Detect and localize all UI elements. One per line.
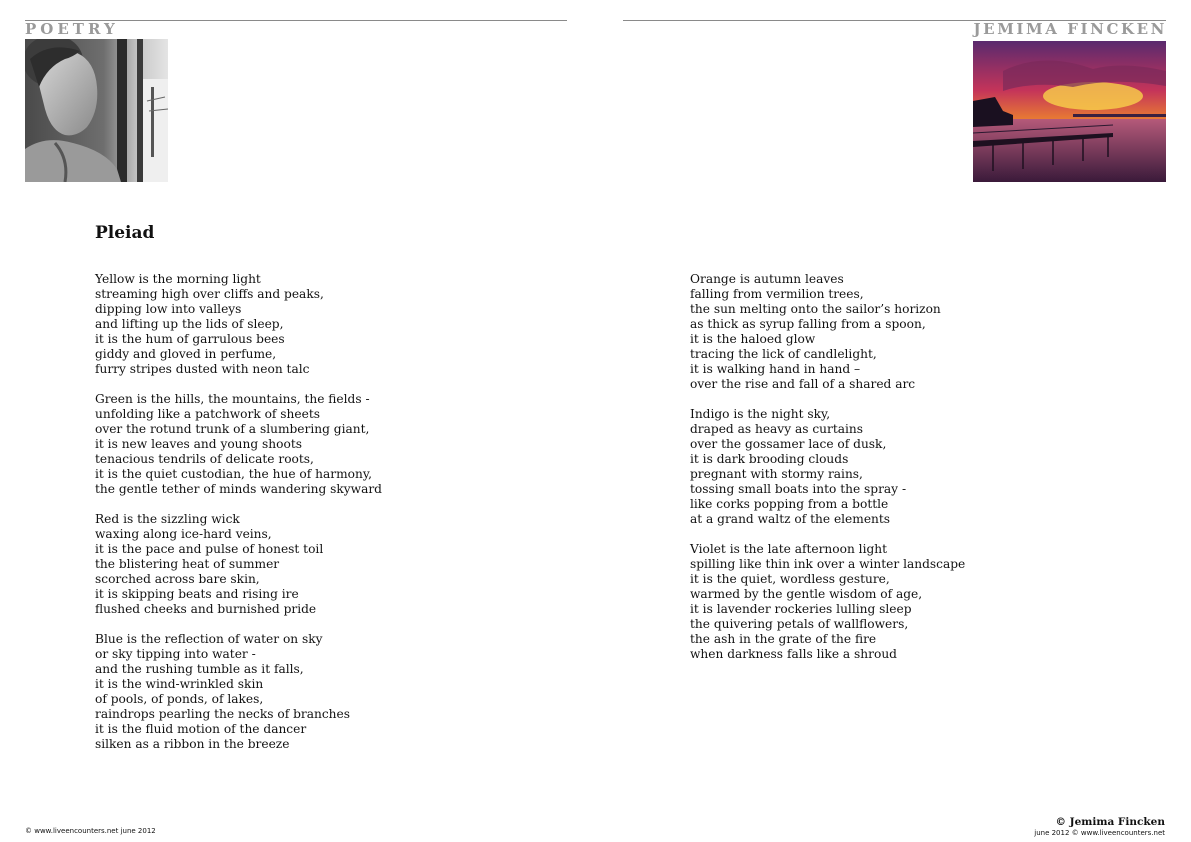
poem-line: streaming high over cliffs and peaks, <box>95 287 324 301</box>
footer-copyright: © Jemima Fincken <box>1055 816 1165 828</box>
footer-right-text: june 2012 © www.liveencounters.net <box>1034 829 1165 837</box>
poem-line: like corks popping from a bottle <box>690 497 889 511</box>
poem-line: and the rushing tumble as it falls, <box>95 662 304 676</box>
poem-stanza <box>690 272 1110 392</box>
footer-left-text: © www.liveencounters.net june 2012 <box>25 827 156 835</box>
poem-line: Blue is the reflection of water on sky <box>95 632 323 646</box>
poem-line: dipping low into valleys <box>95 302 242 316</box>
poem-line: as thick as syrup falling from a spoon, <box>690 317 926 331</box>
poem-right-column <box>690 272 1110 677</box>
poem-stanza <box>95 392 535 497</box>
poem-line: the blistering heat of summer <box>95 557 280 571</box>
poem-line: over the rotund trunk of a slumbering giant, <box>95 422 370 436</box>
poem-stanza <box>690 407 1110 527</box>
poem-line: the ash in the grate of the fire <box>690 632 877 646</box>
poem-line: it is walking hand in hand – <box>690 362 861 376</box>
poem-line: and lifting up the lids of sleep, <box>95 317 284 331</box>
poem-line: or sky tipping into water - <box>95 647 256 661</box>
poem-line: tracing the lick of candlelight, <box>690 347 877 361</box>
poem-line: of pools, of ponds, of lakes, <box>95 692 264 706</box>
poem-line: it is lavender rockeries lulling sleep <box>690 602 912 616</box>
poem-line: Yellow is the morning light <box>95 272 261 286</box>
woman-at-window-photo <box>25 39 168 182</box>
poem-line: Red is the sizzling wick <box>95 512 240 526</box>
poem-line: scorched across bare skin, <box>95 572 260 586</box>
poem-line: unfolding like a patchwork of sheets <box>95 407 320 421</box>
poem-line: tenacious tendrils of delicate roots, <box>95 452 314 466</box>
poem-line: waxing along ice-hard veins, <box>95 527 272 541</box>
poem-stanza <box>690 542 1110 662</box>
poem-stanza <box>95 632 535 752</box>
poem-title: Pleiad <box>95 223 155 243</box>
poem-line: it is skipping beats and rising ire <box>95 587 299 601</box>
section-label: POETRY <box>25 20 119 38</box>
poem-line: spilling like thin ink over a winter landscape <box>690 557 966 571</box>
poem-line: it is the quiet, wordless gesture, <box>690 572 890 586</box>
poem-line: Indigo is the night sky, <box>690 407 831 421</box>
poem-line: it is dark brooding clouds <box>690 452 849 466</box>
poem-left-column <box>95 272 535 767</box>
poem-line: when darkness falls like a shroud <box>690 647 897 661</box>
poem-line: it is the quiet custodian, the hue of harmony, <box>95 467 372 481</box>
poem-line: at a grand waltz of the elements <box>690 512 891 526</box>
poem-line: draped as heavy as curtains <box>690 422 864 436</box>
poem-stanza <box>95 272 535 377</box>
poem-line: warmed by the gentle wisdom of age, <box>690 587 923 601</box>
poem-line: raindrops pearling the necks of branches <box>95 707 351 721</box>
poem-line: Violet is the late afternoon light <box>690 542 888 556</box>
poem-line: it is the hum of garrulous bees <box>95 332 285 346</box>
poem-line: it is the haloed glow <box>690 332 816 346</box>
poem-line: over the rise and fall of a shared arc <box>690 377 916 391</box>
poem-line: giddy and gloved in perfume, <box>95 347 277 361</box>
poem-line: Orange is autumn leaves <box>690 272 844 286</box>
poem-line: the sun melting onto the sailor’s horizon <box>690 302 941 316</box>
poem-line: it is new leaves and young shoots <box>95 437 302 451</box>
poem-line: tossing small boats into the spray - <box>690 482 907 496</box>
poem-line: falling from vermilion trees, <box>690 287 864 301</box>
poem-line: it is the fluid motion of the dancer <box>95 722 307 736</box>
author-label: JEMIMA FINCKEN <box>973 20 1167 38</box>
poem-line: furry stripes dusted with neon talc <box>95 362 310 376</box>
poem-line: silken as a ribbon in the breeze <box>95 737 290 751</box>
poem-line: the quivering petals of wallflowers, <box>690 617 909 631</box>
poem-line: pregnant with stormy rains, <box>690 467 863 481</box>
poem-line: flushed cheeks and burnished pride <box>95 602 317 616</box>
poem-line: the gentle tether of minds wandering skyward <box>95 482 382 496</box>
poem-line: it is the wind-wrinkled skin <box>95 677 264 691</box>
poem-stanza <box>95 512 535 617</box>
poem-line: Green is the hills, the mountains, the fields - <box>95 392 370 406</box>
poem-line: it is the pace and pulse of honest toil <box>95 542 324 556</box>
sunset-over-pier-photo <box>973 41 1166 182</box>
poem-line: over the gossamer lace of dusk, <box>690 437 887 451</box>
